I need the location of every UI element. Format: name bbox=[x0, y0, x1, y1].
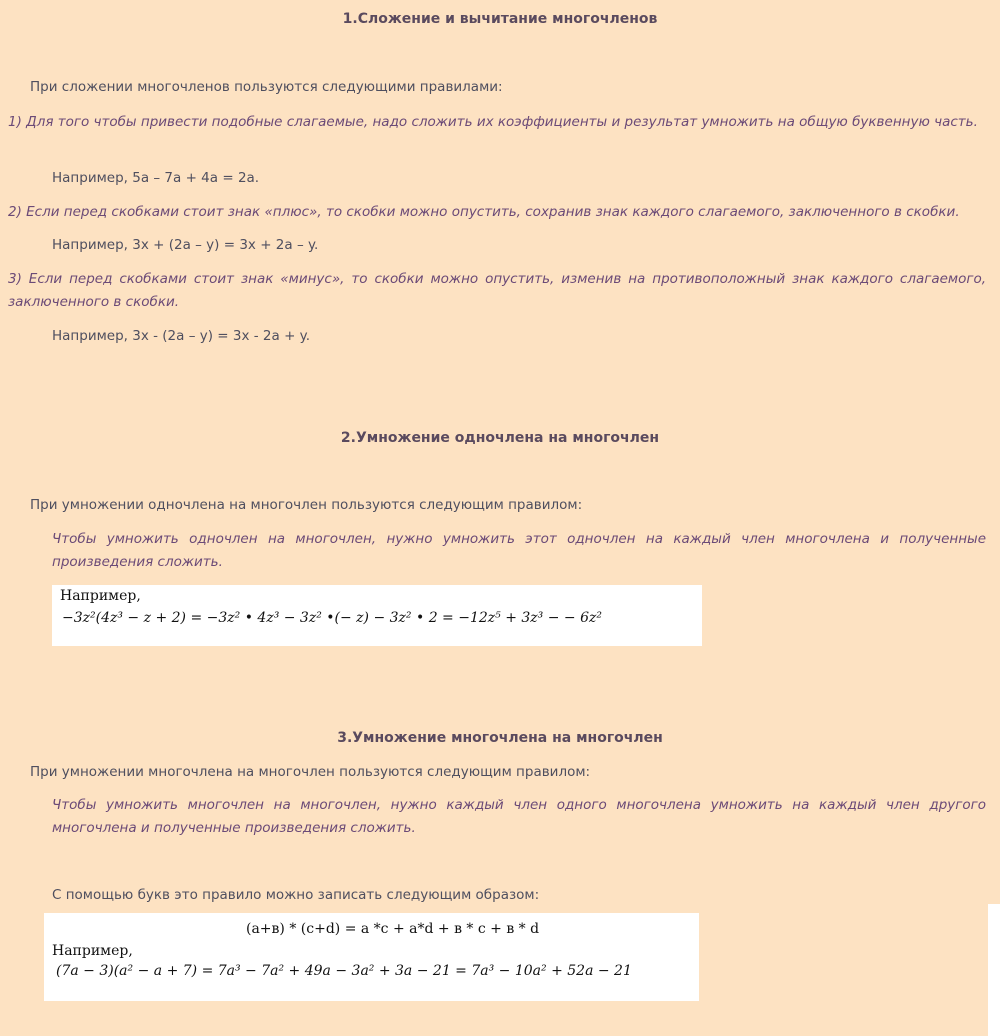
section2-title: 2.Умножение одночлена на многочлен bbox=[340, 430, 660, 446]
section1-title: 1.Сложение и вычитание многочленов bbox=[342, 11, 658, 27]
general-formula: (а+в) * (c+d) = a *c + a*d + в * c + в * d bbox=[246, 921, 540, 937]
section2-intro: При умножении одночлена на многочлен пользуются следующим правилом: bbox=[30, 497, 583, 513]
section3-letters-intro: С помощью букв это правило можно записать следующим образом: bbox=[52, 887, 540, 903]
example-3: Например, 3x - (2a – y) = 3x - 2a + y. bbox=[52, 328, 311, 344]
rule-1: 1) Для того чтобы привести подобные слагаемые, надо сложить их коэффициенты и результат умножить на общую буквенную часть. bbox=[8, 114, 978, 130]
section3-example-box bbox=[44, 913, 699, 1001]
section2-example-box bbox=[52, 585, 702, 646]
section3-title: 3.Умножение многочлена на многочлен bbox=[337, 730, 663, 746]
rule-2: 2) Если перед скобками стоит знак «плюс», то скобки можно опустить, сохранив знак каждого слагаемого, заключенного в скобки. bbox=[8, 204, 960, 220]
rule-3: 3) Если перед скобками стоит знак «минус», то скобки можно опустить, изменив на противоположный знак каждого слагаемого, заключенного в скобки. bbox=[8, 271, 986, 310]
example-1: Например, 5а – 7а + 4а = 2а. bbox=[52, 170, 260, 186]
section1-intro: При сложении многочленов пользуются следующими правилами: bbox=[30, 79, 503, 95]
section3-example-formula: (7a − 3)(a² − a + 7) = 7a³ − 7a² + 49a − 3a² + 3a − 21 = 7a³ − 10a² + 52a − 21 bbox=[56, 963, 632, 979]
page-edge-strip bbox=[988, 904, 1000, 1036]
example-2: Например, 3x + (2a – y) = 3x + 2a – y. bbox=[52, 237, 319, 253]
section2-example-formula: −3z²(4z³ − z + 2) = −3z² • 4z³ − 3z² •(− z) − 3z² • 2 = −12z⁵ + 3z³ − − 6z² bbox=[62, 610, 603, 626]
section3-rule: Чтобы умножить многочлен на многочлен, нужно каждый член одного многочлена умножить на каждый член другого многочлена и полученные произведения сложить. bbox=[52, 797, 986, 836]
section2-rule: Чтобы умножить одночлен на многочлен, нужно умножить этот одночлен на каждый член многочлена и полученные произведения сложить. bbox=[52, 531, 986, 570]
section3-intro: При умножении многочлена на многочлен пользуются следующим правилом: bbox=[30, 764, 591, 780]
section2-example-label: Например, bbox=[60, 588, 141, 604]
section3-example-label: Например, bbox=[52, 943, 133, 959]
